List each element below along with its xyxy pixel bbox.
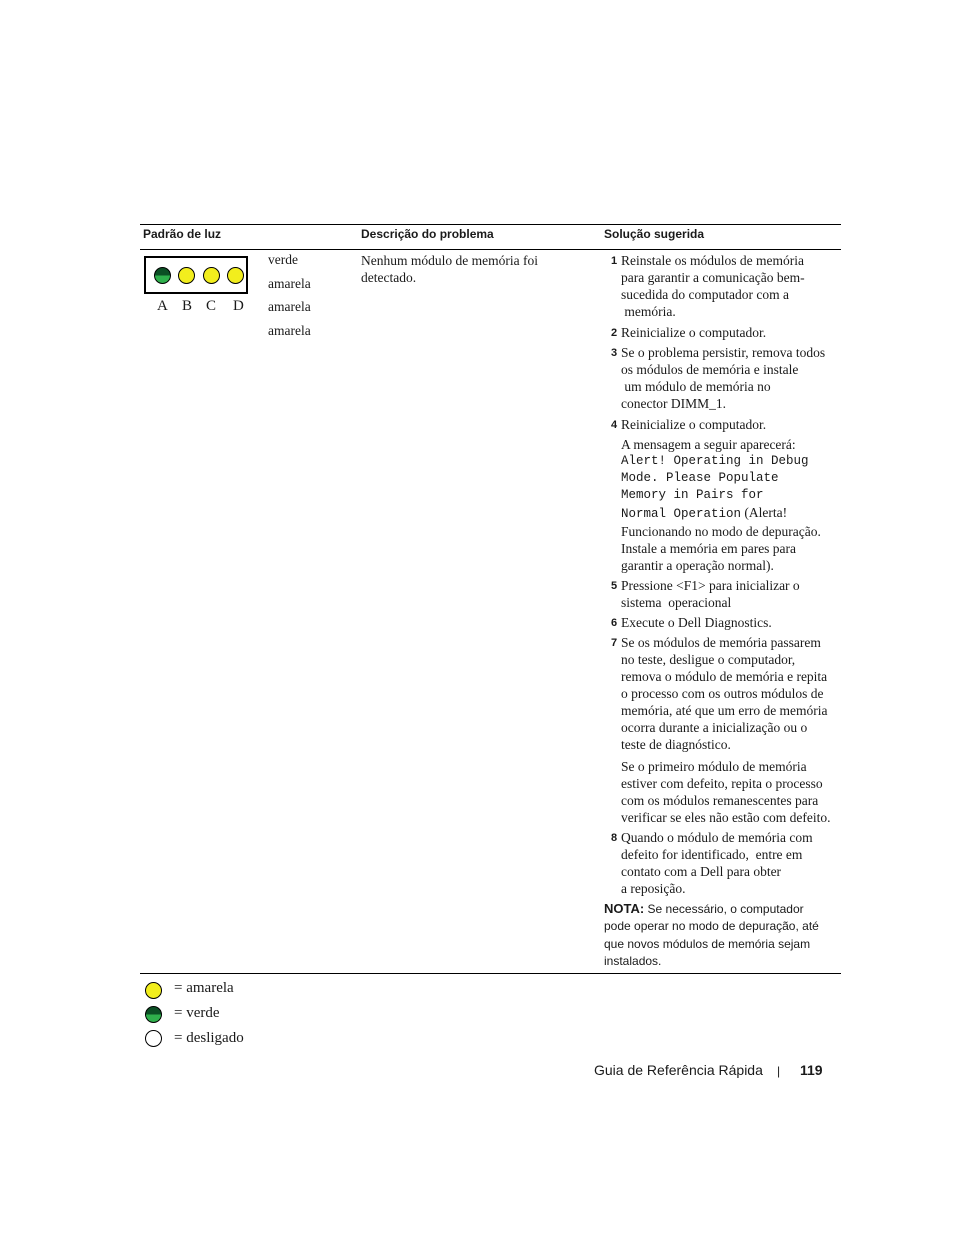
- step-line: contato com a Dell para obter: [621, 864, 782, 879]
- step-5: [612, 577, 842, 611]
- step-line: para garantir a comunicação bem-: [621, 270, 805, 285]
- message-code-line: Alert! Operating in Debug: [621, 454, 809, 468]
- step-6: [612, 614, 842, 631]
- legend-off-icon: [145, 1030, 162, 1047]
- color-label-a: verde: [268, 252, 298, 267]
- step-number: 6: [611, 617, 618, 629]
- led-letter-d: D: [233, 298, 244, 314]
- legend-green-text: = verde: [174, 1005, 220, 1021]
- step-line: memória, até que um erro de memória: [621, 703, 828, 718]
- step-line: Se os módulos de memória passarem: [621, 635, 821, 650]
- problem-description: [361, 252, 538, 286]
- step-number: 1: [611, 255, 618, 267]
- message-translation-line: garantir a operação normal).: [621, 558, 774, 573]
- header-pattern: Padrão de luz: [143, 227, 222, 241]
- header-problem: Descrição do problema: [361, 227, 494, 241]
- message-translation-line: Funcionando no modo de depuração.: [621, 524, 821, 539]
- footer-title: Guia de Referência Rápida: [594, 1062, 763, 1078]
- problem-line: Nenhum módulo de memória foi: [361, 253, 538, 268]
- table-header-rule: [140, 249, 841, 250]
- header-solution: Solução sugerida: [604, 227, 705, 241]
- step-1: [612, 252, 842, 320]
- step-line: remova o módulo de memória e repita: [621, 669, 828, 684]
- debug-message-block: [612, 436, 842, 574]
- step-7: [612, 634, 842, 753]
- step-line: defeito for identificado, entre em: [621, 847, 803, 862]
- led-panel: [144, 256, 248, 294]
- page-number: 119: [800, 1062, 823, 1078]
- step-line: Quando o módulo de memória com: [621, 830, 813, 845]
- led-b-yellow-icon: [178, 267, 195, 284]
- step-line: Se o primeiro módulo de memória: [621, 759, 807, 774]
- legend-yellow-text: = amarela: [174, 980, 234, 996]
- note-line: instalados.: [604, 953, 662, 968]
- message-intro: A mensagem a seguir aparecerá:: [621, 437, 796, 452]
- note-line: que novos módulos de memória sejam: [604, 936, 811, 951]
- step-line: verificar se eles não estão com defeito.: [621, 810, 831, 825]
- legend-off-text: = desligado: [174, 1030, 244, 1046]
- message-translation-start: (Alerta!: [741, 505, 788, 520]
- step-number: 8: [611, 832, 618, 844]
- message-code-line: Mode. Please Populate: [621, 471, 779, 485]
- step-line: Execute o Dell Diagnostics.: [621, 615, 772, 630]
- step-line: ocorra durante a inicialização ou o: [621, 720, 808, 735]
- led-d-yellow-icon: [227, 267, 244, 284]
- note-label: NOTA:: [604, 901, 645, 916]
- led-letter-b: B: [182, 298, 193, 314]
- color-label-c: amarela: [268, 299, 311, 314]
- step-2: [612, 324, 842, 341]
- legend-yellow-icon: [145, 982, 162, 999]
- table-top-rule: [140, 224, 841, 225]
- step-line: um módulo de memória no: [621, 379, 771, 394]
- step-line: Reinicialize o computador.: [621, 325, 767, 340]
- step-number: 2: [611, 327, 618, 339]
- note-line: pode operar no modo de depuração, até: [604, 919, 819, 934]
- step-line: sistema operacional: [621, 595, 732, 610]
- step-line: no teste, desligue o computador,: [621, 652, 796, 667]
- step-number: 7: [611, 637, 618, 649]
- note-block: [604, 900, 840, 970]
- step-line: memória.: [621, 304, 676, 319]
- step-line: com os módulos remanescentes para: [621, 793, 819, 808]
- message-code-line: Normal Operation: [621, 507, 742, 521]
- step-number: 3: [611, 347, 618, 359]
- step-8: [612, 829, 842, 897]
- step-line: Pressione <F1> para inicializar o: [621, 578, 800, 593]
- led-letter-a: A: [157, 298, 168, 314]
- led-letter-c: C: [206, 298, 217, 314]
- message-code-line: Memory in Pairs for: [621, 488, 764, 502]
- step-line: Reinicialize o computador.: [621, 417, 767, 432]
- legend-green-icon: [145, 1006, 162, 1023]
- message-translation-line: Instale a memória em pares para: [621, 541, 797, 556]
- led-c-yellow-icon: [203, 267, 220, 284]
- step-line: a reposição.: [621, 881, 686, 896]
- step-line: teste de diagnóstico.: [621, 737, 731, 752]
- problem-line: detectado.: [361, 270, 417, 285]
- color-label-b: amarela: [268, 276, 311, 291]
- step-line: estiver com defeito, repita o processo: [621, 776, 823, 791]
- step-line: Reinstale os módulos de memória: [621, 253, 804, 268]
- step-7-extra: [612, 758, 842, 826]
- step-number: 5: [611, 580, 618, 592]
- step-number: 4: [611, 419, 618, 431]
- color-label-d: amarela: [268, 323, 311, 338]
- step-line: os módulos de memória e instale: [621, 362, 799, 377]
- step-line: Se o problema persistir, remova todos: [621, 345, 826, 360]
- step-line: sucedida do computador com a: [621, 287, 789, 302]
- step-4: [612, 416, 842, 433]
- step-3: [612, 344, 842, 412]
- step-line: conector DIMM_1.: [621, 396, 726, 411]
- led-a-green-icon: [154, 267, 171, 284]
- step-line: o processo com os outros módulos de: [621, 686, 824, 701]
- table-bottom-rule: [140, 973, 841, 974]
- footer-separator: |: [777, 1064, 781, 1078]
- note-line: Se necessário, o computador: [644, 902, 804, 916]
